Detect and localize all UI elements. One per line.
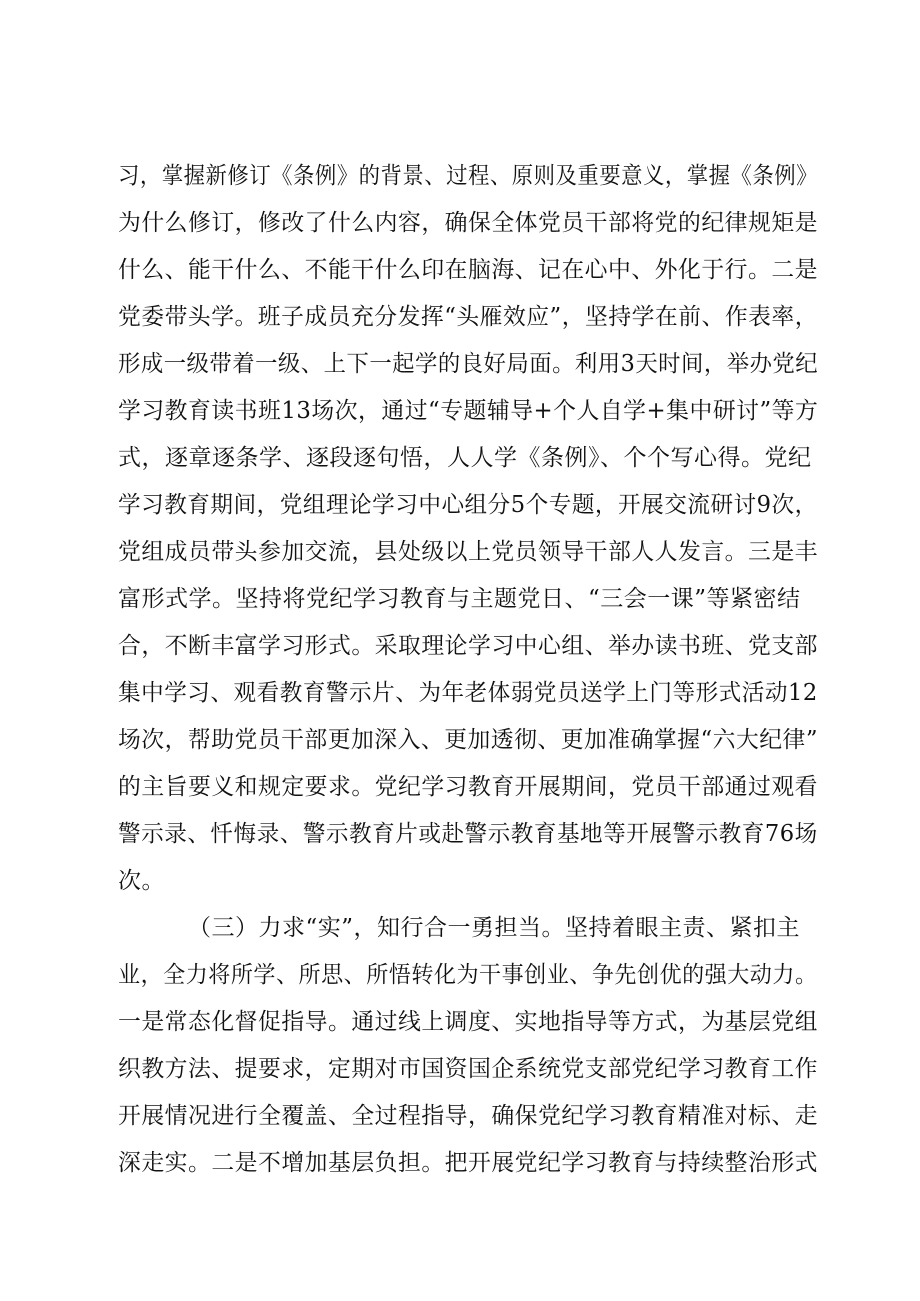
paragraph-1-line-9: 党组成员带头参加交流，县处级以上党员领导干部人人发言。三是丰 xyxy=(118,539,818,565)
paragraph-1-line-10: 富形式学。坚持将党纪学习教育与主题党日、“三会一课”等紧密结 xyxy=(118,586,801,612)
paragraph-1-line-15: 警示录、忏悔录、警示教育片或赴警示教育基地等开展警示教育76场 xyxy=(118,821,818,847)
paragraph-2-line-4: 织教方法、提要求，定期对市国资国企系统党支部党纪学习教育工作 xyxy=(118,1056,818,1082)
paragraph-1-line-8: 学习教育期间，党组理论学习中心组分5个专题，开展交流研讨9次， xyxy=(118,492,818,518)
paragraph-1-line-5: 形成一级带着一级、上下一起学的良好局面。利用3天时间，举办党纪 xyxy=(118,351,819,377)
paragraph-2-line-5: 开展情况进行全覆盖、全过程指导，确保党纪学习教育精准对标、走 xyxy=(118,1103,818,1129)
paragraph-2-line-6: 深走实。二是不增加基层负担。把开展党纪学习教育与持续整治形式 xyxy=(118,1150,818,1176)
paragraph-1-line-13: 场次，帮助党员干部更加深入、更加透彻、更加准确掌握“六大纪律” xyxy=(118,727,819,753)
paragraph-1-line-6: 学习教育读书班13场次，通过“专题辅导+个人自学+集中研讨”等方 xyxy=(118,398,819,424)
paragraph-2-line-3: 一是常态化督促指导。通过线上调度、实地指导等方式，为基层党组 xyxy=(118,1009,818,1035)
paragraph-1-line-2: 为什么修订，修改了什么内容，确保全体党员干部将党的纪律规矩是 xyxy=(118,210,818,236)
paragraph-2-line-1: （三）力求“实”，知行合一勇担当。坚持着眼主责、紧扣主 xyxy=(188,915,801,941)
paragraph-1-line-4: 党委带头学。班子成员充分发挥“头雁效应”，坚持学在前、作表率， xyxy=(118,304,819,330)
paragraph-2-line-2: 业，全力将所学、所思、所悟转化为干事创业、争先创优的强大动力。 xyxy=(118,962,818,988)
paragraph-1-line-16: 次。 xyxy=(118,868,165,894)
paragraph-1-line-14: 的主旨要义和规定要求。党纪学习教育开展期间，党员干部通过观看 xyxy=(118,774,818,800)
paragraph-1-line-3: 什么、能干什么、不能干什么印在脑海、记在心中、外化于行。二是 xyxy=(118,257,818,283)
paragraph-1-line-1: 习，掌握新修订《条例》的背景、过程、原则及重要意义，掌握《条例》 xyxy=(118,163,819,189)
paragraph-1-line-7: 式，逐章逐条学、逐段逐句悟，人人学《条例》、个个写心得。党纪 xyxy=(118,445,812,471)
paragraph-1-line-11: 合，不断丰富学习形式。采取理论学习中心组、举办读书班、党支部 xyxy=(118,633,818,659)
paragraph-1-line-12: 集中学习、观看教育警示片、为年老体弱党员送学上门等形式活动12 xyxy=(118,680,818,706)
